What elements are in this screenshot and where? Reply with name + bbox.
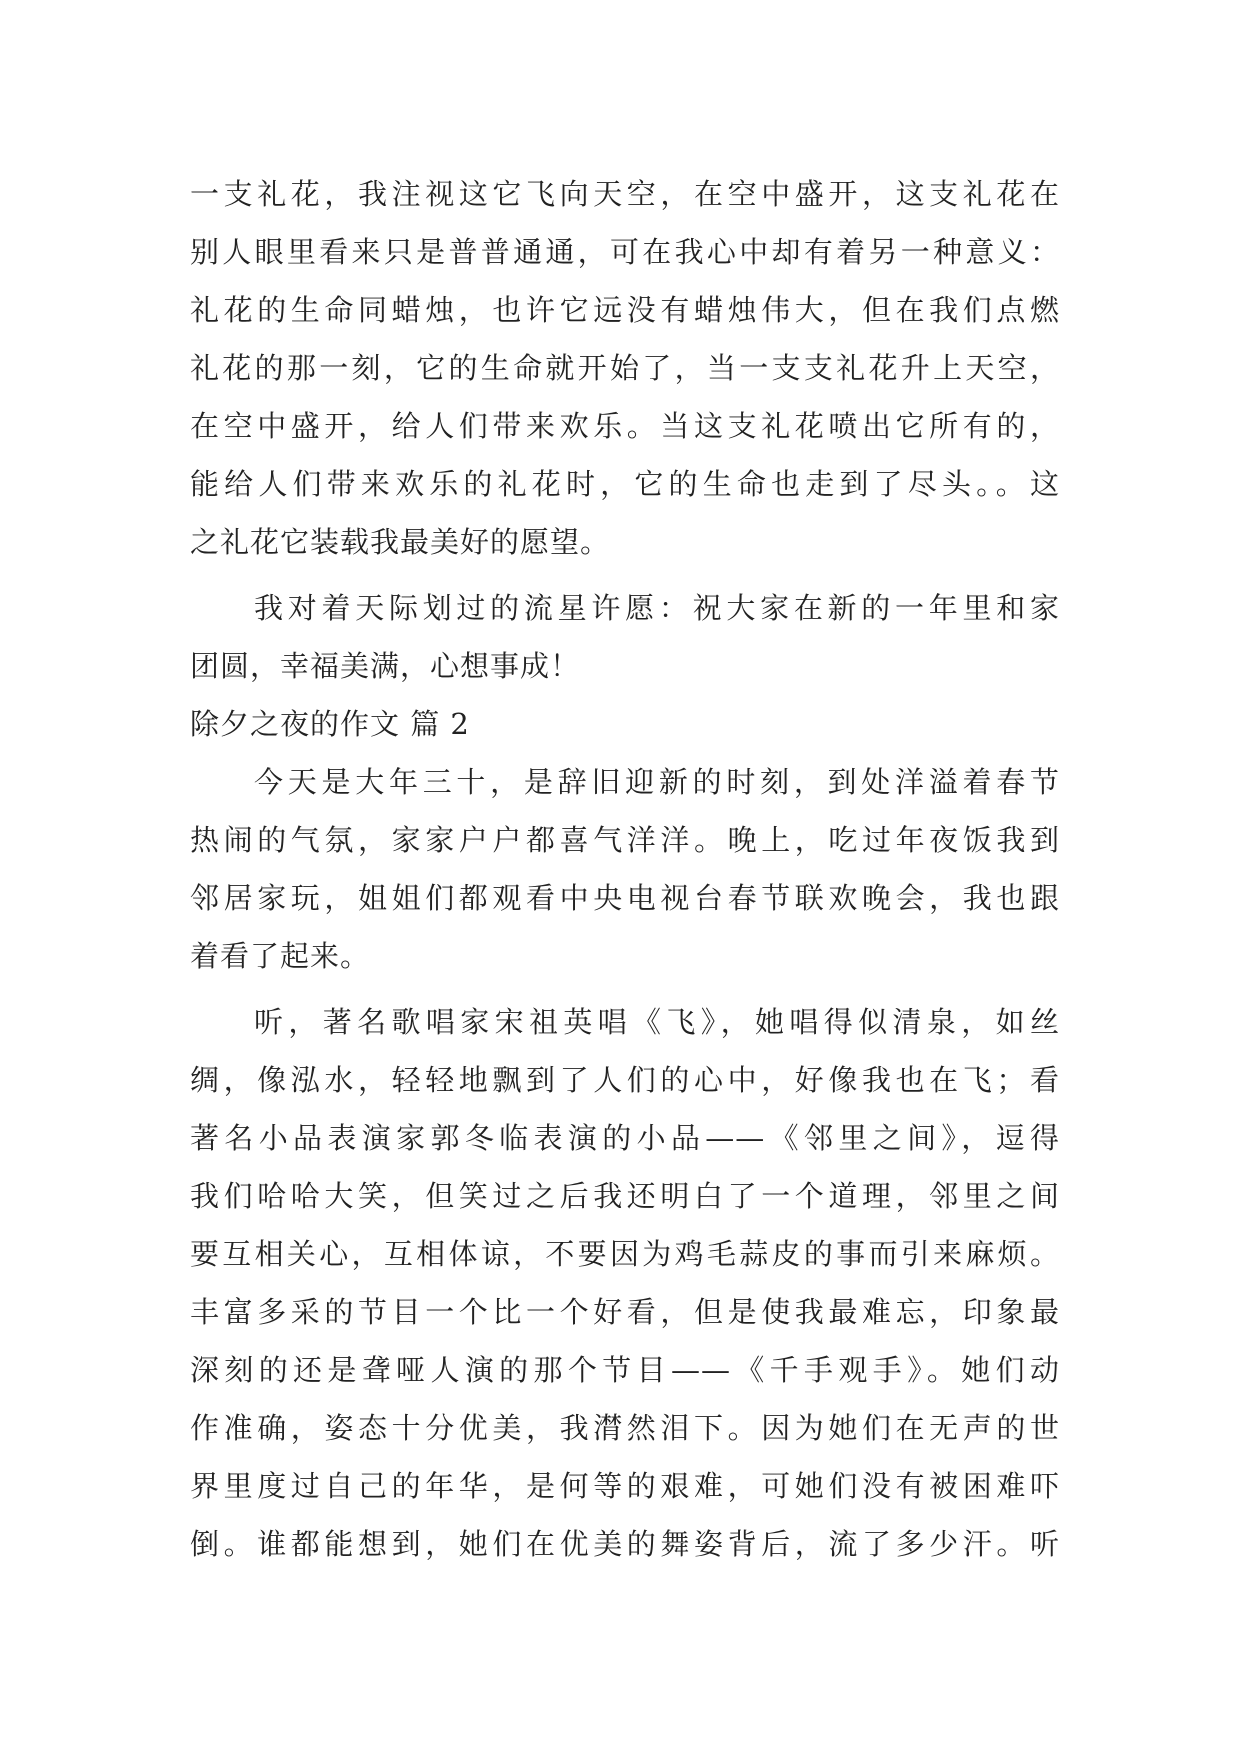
paragraph-line: 邻居家玩，姐姐们都观看中央电视台春节联欢晚会，我也跟: [190, 881, 1060, 915]
paragraph-line: 深刻的还是聋哑人演的那个节目——《千手观手》。她们动: [190, 1353, 1060, 1387]
paragraph-new-year-eve: [190, 753, 1060, 985]
paragraph-line: 能给人们带来欢乐的礼花时，它的生命也走到了尽头。。这: [190, 467, 1060, 501]
paragraph-line: 一支礼花，我注视这它飞向天空，在空中盛开，这支礼花在: [190, 177, 1060, 211]
paragraph-line: 别人眼里看来只是普普通通，可在我心中却有着另一种意义：: [190, 235, 1060, 269]
paragraph-gala: [190, 993, 1060, 1573]
section-heading: 除夕之夜的作文 篇 2: [190, 707, 470, 741]
paragraph-line: 礼花的那一刻，它的生命就开始了，当一支支礼花升上天空，: [190, 351, 1060, 385]
paragraph-line: 著名小品表演家郭冬临表演的小品——《邻里之间》，逗得: [190, 1121, 1060, 1155]
paragraph-line: 我们哈哈大笑，但笑过之后我还明白了一个道理，邻里之间: [190, 1179, 1060, 1213]
paragraph-line: 热闹的气氛，家家户户都喜气洋洋。晚上，吃过年夜饭我到: [190, 823, 1060, 857]
paragraph-line: 听，著名歌唱家宋祖英唱《飞》，她唱得似清泉，如丝: [254, 1005, 1060, 1039]
paragraph-line: 团圆，幸福美满，心想事成！: [190, 649, 581, 683]
paragraph-line: 之礼花它装载我最美好的愿望。: [190, 525, 611, 559]
paragraph-gap: [190, 985, 1060, 993]
paragraph-line: 要互相关心，互相体谅，不要因为鸡毛蒜皮的事而引来麻烦。: [190, 1237, 1060, 1271]
paragraph-line: 作准确，姿态十分优美，我潸然泪下。因为她们在无声的世: [190, 1411, 1060, 1445]
document-body: [190, 165, 1060, 1573]
paragraph-line: 绸，像泓水，轻轻地飘到了人们的心中，好像我也在飞；看: [190, 1063, 1060, 1097]
paragraph-line: 丰富多采的节目一个比一个好看，但是使我最难忘，印象最: [190, 1295, 1060, 1329]
paragraph-fireworks: [190, 165, 1060, 571]
paragraph-line: 在空中盛开，给人们带来欢乐。当这支礼花喷出它所有的，: [190, 409, 1060, 443]
paragraph-wish: [190, 579, 1060, 695]
paragraph-line: 我对着天际划过的流星许愿：祝大家在新的一年里和家: [254, 591, 1060, 625]
paragraph-line: 界里度过自己的年华，是何等的艰难，可她们没有被困难吓: [190, 1469, 1060, 1503]
paragraph-line: 着看了起来。: [190, 939, 371, 973]
paragraph-line: 今天是大年三十，是辞旧迎新的时刻，到处洋溢着春节: [254, 765, 1060, 799]
paragraph-line: 倒。谁都能想到，她们在优美的舞姿背后，流了多少汗。听: [190, 1527, 1060, 1561]
paragraph-line: 礼花的生命同蜡烛，也许它远没有蜡烛伟大，但在我们点燃: [190, 293, 1060, 327]
paragraph-gap: [190, 571, 1060, 579]
